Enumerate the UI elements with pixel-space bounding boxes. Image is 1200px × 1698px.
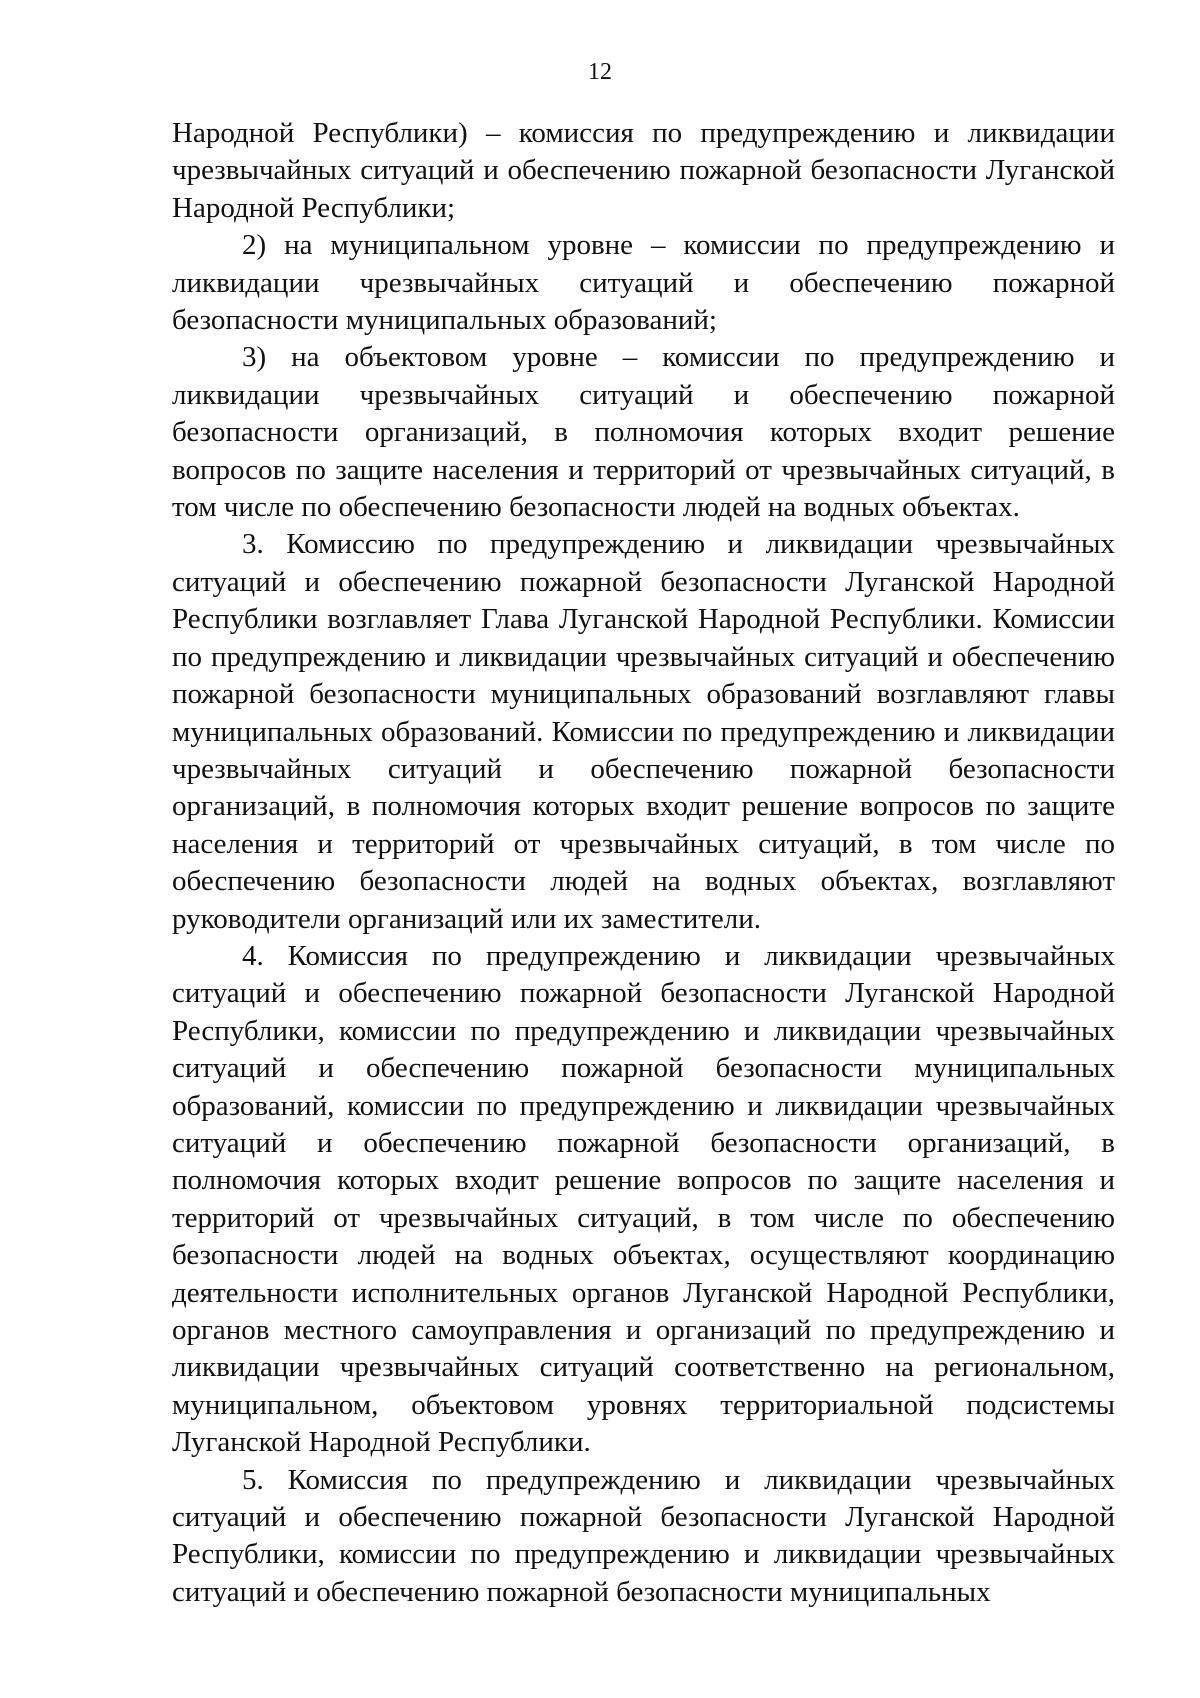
paragraph-clause-5: 5. Комиссия по предупреждению и ликвидации чрезвычайных ситуаций и обеспечению пожарной безопасности Луганской Народной Республики, комиссии по предупреждению и ликвидации чрезвычайных ситуаций и обеспечению пожарной безопасности муниципальных [172,1463,1115,1608]
document-body [172,115,1115,1611]
paragraph-item-2: 2) на муниципальном уровне – комиссии по предупреждению и ликвидации чрезвычайных ситуаций и обеспечению пожарной безопасности муниципальных образований; [172,229,1115,337]
paragraph-clause-3: 3. Комиссию по предупреждению и ликвидации чрезвычайных ситуаций и обеспечению пожарной безопасности Луганской Народной Республики возглавляет Глава Луганской Народной Республики. Комиссии по предупреждению и ликвидации чрезвычайных ситуаций и обеспечению пожарной безопасности муниципальных образований возглавляют главы муниципальных образований. Комиссии по предупреждению и ликвидации чрезвычайных ситуаций и обеспечению пожарной безопасности организаций, в полномочия которых входит решение вопросов по защите населения и территорий от чрезвычайных ситуаций, в том числе по обеспечению безопасности людей на водных объектах, возглавляют руководители организаций или их заместители. [172,528,1115,935]
paragraph-continuation: Народной Республики) – комиссия по предупреждению и ликвидации чрезвычайных ситуаций и обеспечению пожарной безопасности Луганской Народной Республики; [172,117,1115,224]
paragraph-clause-4: 4. Комиссия по предупреждению и ликвидации чрезвычайных ситуаций и обеспечению пожарной безопасности Луганской Народной Республики, комиссии по предупреждению и ликвидации чрезвычайных ситуаций и обеспечению пожарной безопасности муниципальных образований, комиссии по предупреждению и ликвидации чрезвычайных ситуаций и обеспечению пожарной безопасности организаций, в полномочия которых входит решение вопросов по защите населения и территорий от чрезвычайных ситуаций, в том числе по обеспечению безопасности людей на водных объектах, осуществляют координацию деятельности исполнительных органов Луганской Народной Республики, органов местного самоуправления и организаций по предупреждению и ликвидации чрезвычайных ситуаций соответственно на региональном, муниципальном, объектовом уровнях территориальной подсистемы Луганской Народной Республики. [172,939,1115,1459]
paragraph-item-3: 3) на объектовом уровне – комиссии по предупреждению и ликвидации чрезвычайных ситуаций и обеспечению пожарной безопасности организаций, в полномочия которых входит решение вопросов по защите населения и территорий от чрезвычайных ситуаций, в том числе по обеспечению безопасности людей на водных объектах. [172,341,1115,524]
page-number: 12 [588,59,612,85]
